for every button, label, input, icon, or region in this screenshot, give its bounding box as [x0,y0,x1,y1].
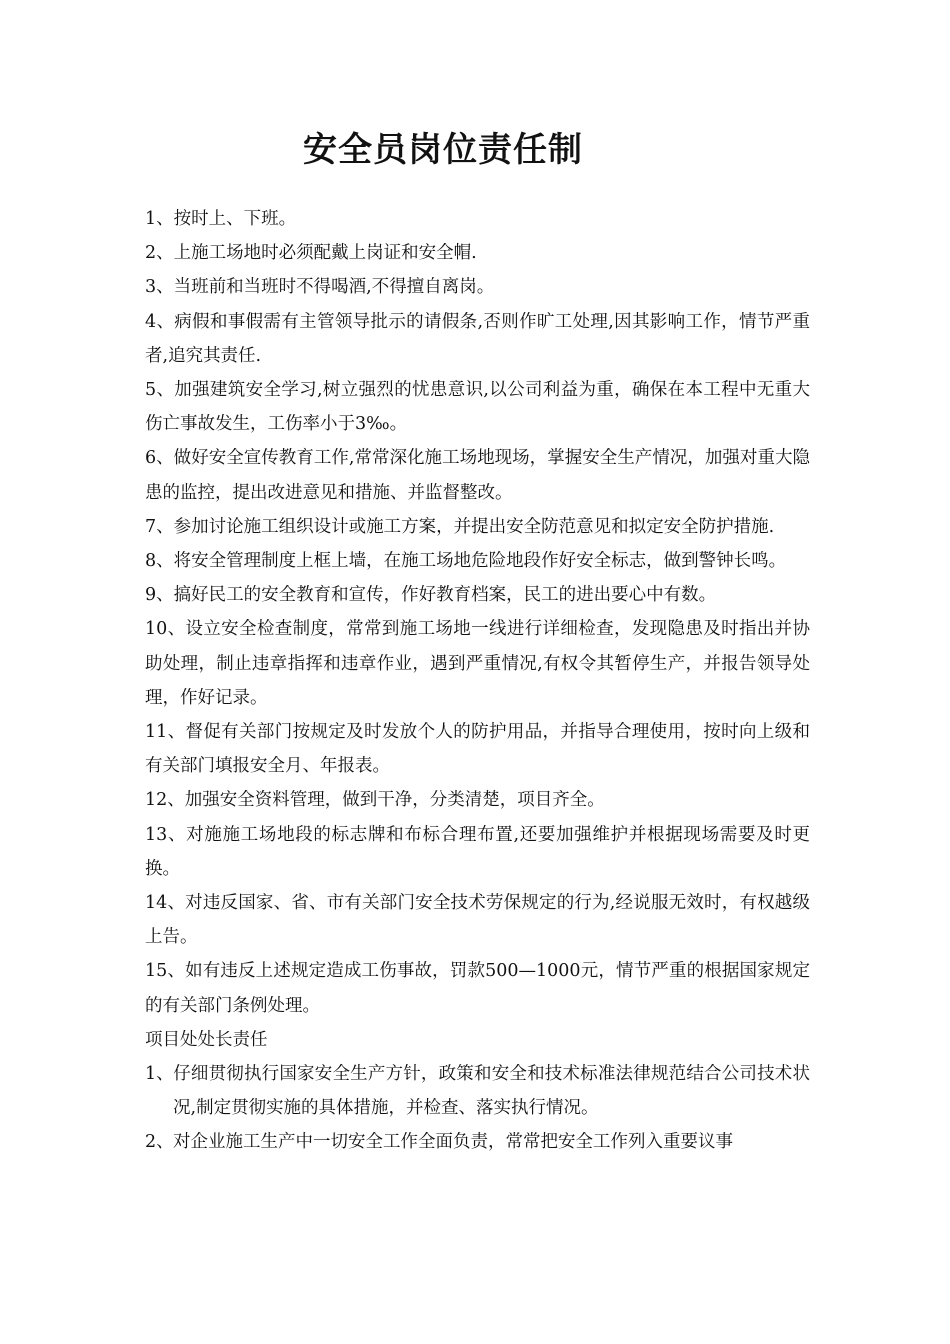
rule-item-5: 5、加强建筑安全学习,树立强烈的忧患意识,以公司利益为重，确保在本工程中无重大伤亡事故发生，工伤率小于3‰。 [145,380,810,435]
rule-item-8: 8、将安全管理制度上框上墙，在施工场地危险地段作好安全标志，做到警钟长鸣。 [145,551,787,572]
rule-item-9: 9、搞好民工的安全教育和宣传，作好教育档案，民工的进出要心中有数。 [145,585,717,606]
section-item-2 [145,1125,810,1159]
rule-item-10: 10、设立安全检查制度，常常到施工场地一线进行详细检查，发现隐患及时指出并协助处理，制止违章指挥和违章作业，遇到严重情况,有权令其暂停生产，并报告领导处理，作好记录。 [145,619,810,708]
rule-item-14: 14、对违反国家、省、市有关部门安全技术劳保规定的行为,经说服无效时，有权越级上告。 [145,893,810,948]
rule-item-1: 1、按时上、下班。 [145,209,297,229]
section-item-text: 对企业施工生产中一切安全工作全面负责，常常把安全工作列入重要议事 [173,1132,733,1153]
rule-item-2: 2、上施工场地时必须配戴上岗证和安全帽. [145,243,477,264]
section-item-text: 仔细贯彻执行国家安全生产方针，政策和安全和技术标准法律规范结合公司技术状况,制定贯彻实施的具体措施，并检查、落实执行情况。 [173,1064,810,1119]
document-title: 安全员岗位责任制 [303,130,583,170]
rule-item-3: 3、当班前和当班时不得喝酒,不得擅自离岗。 [145,277,495,298]
section-item-number: 2、 [145,1132,174,1153]
rule-item-11: 11、督促有关部门按规定及时发放个人的防护用品，并指导合理使用，按时向上级和有关部门填报安全月、年报表。 [145,722,810,777]
rule-item-7: 7、参加讨论施工组织设计或施工方案，并提出安全防范意见和拟定安全防护措施. [145,516,775,537]
section-item-number: 1、 [145,1064,174,1085]
document-body [145,202,810,1160]
rule-item-12: 12、加强安全资料管理，做到干净，分类清楚，项目齐全。 [145,790,605,811]
rule-item-15: 15、如有违反上述规定造成工伤事故，罚款500—1000元，情节严重的根据国家规定的有关部门条例处理。 [145,961,810,1016]
rule-item-6: 6、做好安全宣传教育工作,常常深化施工场地现场，掌握安全生产情况，加强对重大隐患的监控，提出改进意见和措施、并监督整改。 [145,448,810,503]
rule-item-13: 13、对施施工场地段的标志牌和布标合理布置,还要加强维护并根据现场需要及时更换。 [145,824,810,879]
section-item-1 [145,1057,810,1125]
section-heading: 项目处处长责任 [145,1029,268,1050]
rule-item-4: 4、病假和事假需有主管领导批示的请假条,否则作旷工处理,因其影响工作，情节严重者,追究其责任. [145,311,810,366]
